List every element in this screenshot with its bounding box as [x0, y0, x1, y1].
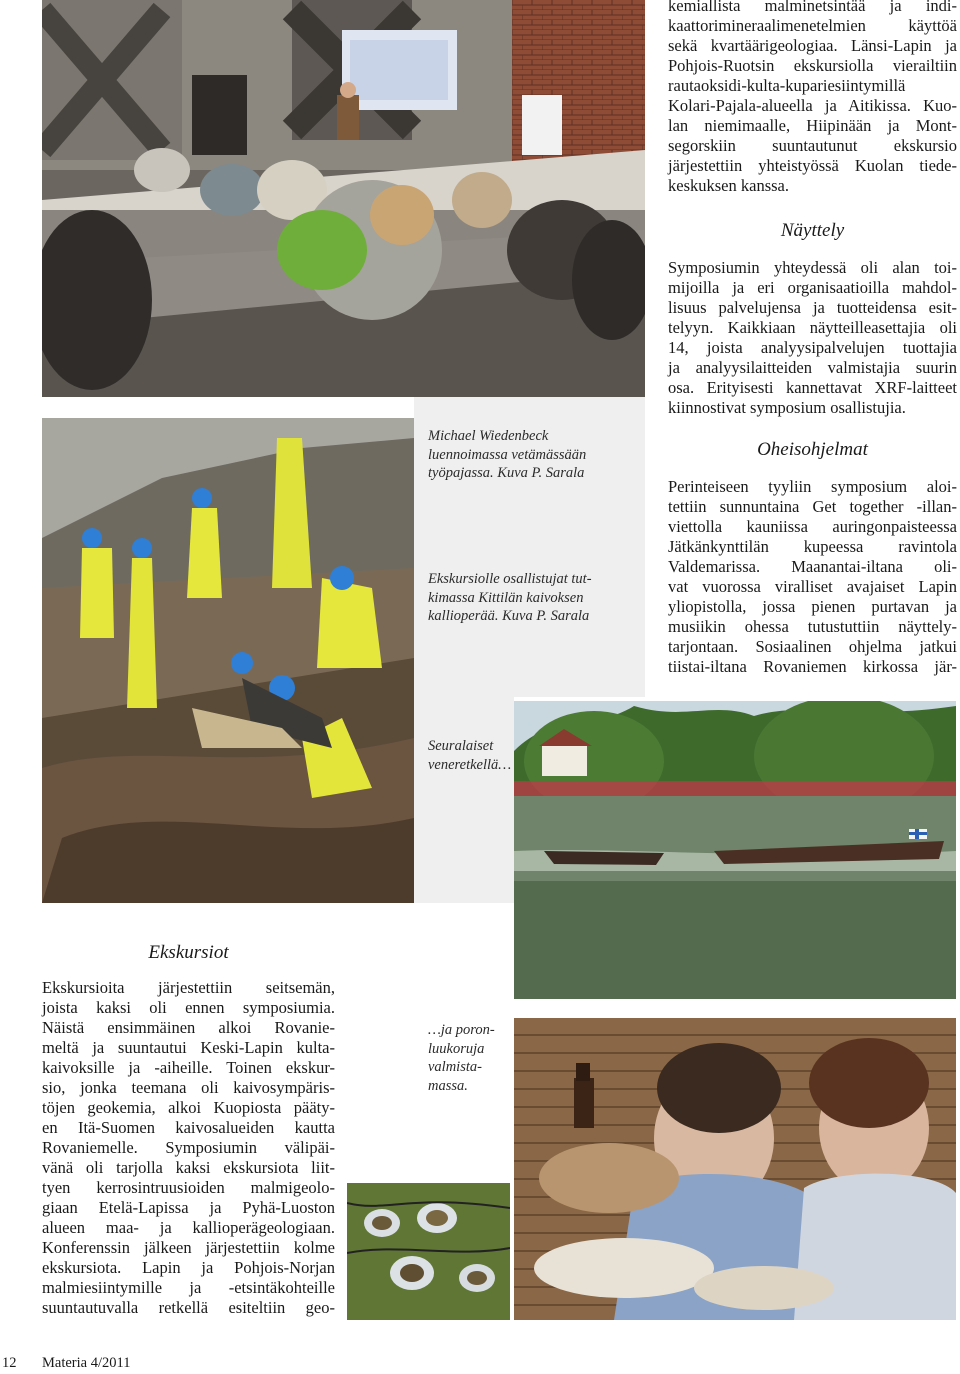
text-line: sekä kvartäärigeologiaa. Länsi-Lapin ja [668, 36, 957, 55]
oheisohjelmat-text [668, 477, 957, 677]
text-line: rautaoksidi-kulta-kupariesiintymillä [668, 76, 906, 95]
text-line: kaattorimineraalimenetelmien käyttöä [668, 16, 957, 35]
text-line: joista kaksi oli ennen symposiumia. [42, 998, 335, 1017]
boats-caption [428, 737, 518, 774]
text-line: yliopistolla, jossa pienen purtavan ja [668, 597, 957, 616]
jewelry-caption-line-2: luukoruja [428, 1040, 485, 1057]
text-line: telyyn. Kaikkiaan näytteilleasettajia oli [668, 318, 957, 337]
text-line: Näistä ensimmäinen alkoi Rovanie- [42, 1018, 335, 1037]
right-column-intro [668, 0, 957, 196]
text-line: alueen maa- ja kallioperägeologiaan. [42, 1218, 335, 1237]
text-line: Ekskursioita järjestettiin seitsemän, [42, 978, 335, 997]
text-line: Rovaniemelle. Symposiumin välipäi- [42, 1138, 335, 1157]
excursion-caption-line-3: kallioperää. Kuva P. Sarala [428, 608, 590, 624]
text-line: tettiin sunnuntaina Get together -illan- [668, 497, 957, 516]
text-line: kaivoksille ja -aiheille. Toinen ekskur- [42, 1058, 335, 1077]
text-line: lisuus palvelujensa ja tuotteidensa esit- [668, 298, 957, 317]
text-line: suuntautuvalla retkellä esiteltiin geo- [42, 1298, 335, 1317]
text-line: segorskiin suuntautunut ekskursio [668, 136, 957, 155]
lecture-caption-line-3: työpajassa. Kuva P. Sarala [428, 465, 585, 481]
text-line: Pohjois-Ruotsin ekskursiolla vierailtiin [668, 56, 957, 75]
text-line: malmiesiintymille ja -etsintäkohteille [42, 1278, 335, 1297]
ekskursiot-text [42, 978, 335, 1318]
text-line: vat vuorossa viralliset avajaiset Lapin [668, 577, 957, 596]
jewelry-caption [428, 1021, 518, 1095]
text-line: vänä oli tarjolla kaksi ekskursiota liit- [42, 1158, 335, 1177]
ekskursiot-heading: Ekskursiot [148, 942, 229, 963]
lecture-photo [42, 0, 645, 397]
lecture-caption [428, 427, 638, 483]
jewelry-caption-line-4: massa. [428, 1077, 468, 1094]
text-line: meltä ja suuntautui Keski-Lapin kulta- [42, 1038, 335, 1057]
text-line: lan niemimaalle, Hiipinään ja Mont- [668, 116, 957, 135]
jewelry-crafting-photo [514, 1018, 956, 1320]
text-line: Konferenssin jälkeen järjestettiin kolme [42, 1238, 335, 1257]
text-line: tyen kerrosintruusioiden malmigeolo- [42, 1178, 335, 1197]
text-line: ja analyysilaitteiden valmistajia suurin [668, 358, 957, 377]
boats-photo [514, 701, 956, 999]
nayttely-text [668, 258, 957, 418]
boats-caption-line-1: Seuralaiset [428, 738, 494, 754]
text-line: tarjontaan. Sosiaalinen ohjelma jatkui [668, 637, 957, 656]
excursion-caption-line-1: Ekskursiolle osallistujat tut- [428, 571, 592, 587]
excursion-caption-line-2: kimassa Kittilän kaivoksen [428, 589, 584, 606]
excursion-photo [42, 418, 414, 903]
excursion-caption [428, 570, 638, 626]
magazine-issue: Materia 4/2011 [42, 1355, 131, 1371]
text-line: kiinnostivat symposium osallistujia. [668, 398, 906, 417]
jewelry-photo [347, 1183, 510, 1320]
boats-caption-panel [414, 697, 514, 903]
lecture-caption-line-2: luennoimassa vetämässään [428, 446, 587, 463]
text-line: töjen geokemia, alkoi Kuopiosta pääty- [42, 1098, 335, 1117]
lecture-caption-line-1: Michael Wiedenbeck [428, 428, 549, 444]
jewelry-caption-line-3: valmista- [428, 1059, 482, 1075]
page-number: 12 [2, 1355, 17, 1371]
text-line: Symposiumin yhteydessä oli alan toi- [668, 258, 957, 277]
jewelry-caption-line-1: …ja poron- [428, 1022, 495, 1038]
text-line: giaan Etelä-Lapissa ja Pyhä-Luoston [42, 1198, 335, 1217]
text-line: tiistai-iltana Rovaniemen kirkossa jär- [668, 657, 957, 676]
text-line: musiikin ohessa tutustuttiin näyttely- [668, 617, 957, 636]
text-line: Kolari-Pajala-alueella ja Aitikissa. Kuo- [668, 96, 957, 115]
text-line: mijoilla ja eri organisaatioilla mahdol- [668, 278, 957, 297]
oheisohjelmat-heading: Oheisohjelmat [757, 439, 868, 460]
text-line: Valdemarissa. Maanantai-iltana oli- [668, 557, 957, 576]
nayttely-heading: Näyttely [780, 220, 845, 241]
text-line: keskuksen kanssa. [668, 176, 789, 195]
text-line: Jätkänkynttilän kupeessa ravintola [668, 537, 957, 556]
text-line: kemiallista malminetsintää ja indi- [668, 0, 957, 15]
text-line: ekskursiota. Lapin ja Pohjois-Norjan [42, 1258, 335, 1277]
text-line: viettolla kauniissa auringonpaisteessa [668, 517, 957, 536]
text-line: osa. Erityisesti kannettavat XRF-laitteet [668, 378, 957, 397]
text-line: 14, joista analyysipalvelujen tuottajia [668, 338, 957, 357]
text-line: en Itä-Suomen kaivosalueiden kautta [42, 1118, 335, 1137]
boats-caption-line-2: veneretkellä… [428, 756, 512, 773]
text-line: Perinteiseen tyyliin symposium aloi- [668, 477, 957, 496]
text-line: sio, jonka teemana oli kaivosympäris- [42, 1078, 335, 1097]
text-line: järjestettiin yhteistyössä Kuolan tiede- [668, 156, 957, 175]
